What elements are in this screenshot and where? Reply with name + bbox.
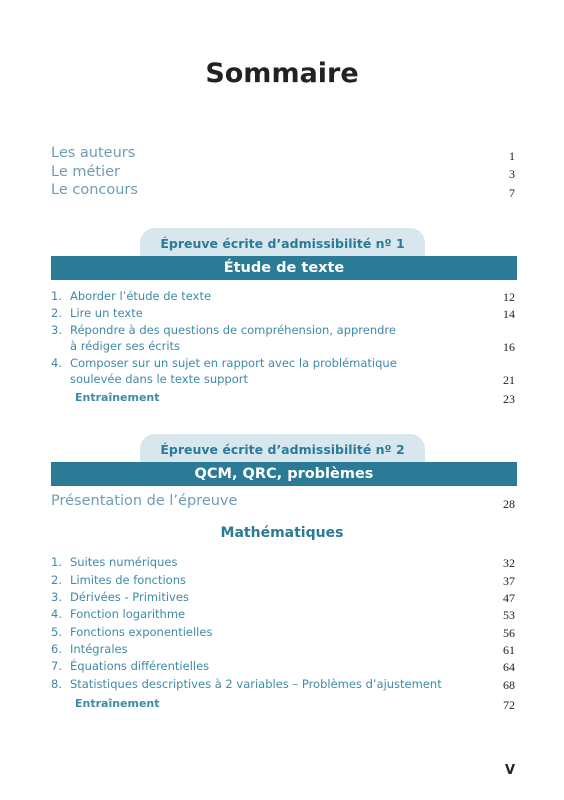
- toc-page-number: 21: [503, 373, 515, 387]
- item-label: Intégrales: [70, 642, 128, 656]
- toc-link-authors[interactable]: Les auteurs: [51, 145, 136, 161]
- item-label: Fonctions exponentielles: [70, 625, 213, 639]
- item-label: Aborder l’étude de texte: [70, 289, 212, 303]
- toc-page-number: 1: [509, 149, 515, 163]
- toc-page-number: 37: [503, 574, 515, 588]
- page-title: Sommaire: [205, 58, 359, 89]
- section-1-band: Étude de texte: [51, 256, 517, 280]
- subsection-heading: Mathématiques: [220, 525, 344, 541]
- toc-page-number: 47: [503, 591, 515, 605]
- item-label: Lire un texte: [70, 306, 143, 320]
- toc-page-number: 7: [509, 186, 515, 200]
- item-number: 1.: [51, 289, 62, 303]
- item-label: Statistiques descriptives à 2 variables – Problèmes d’ajustement: [70, 677, 442, 691]
- item-number: 2.: [51, 573, 62, 587]
- toc-page-number: 61: [503, 643, 515, 657]
- item-number: 1.: [51, 555, 62, 569]
- item-number: 3.: [51, 590, 62, 604]
- item-number: 4.: [51, 607, 62, 621]
- item-label: Limites de fonctions: [70, 573, 186, 587]
- page-folio: V: [504, 763, 515, 778]
- section-2-tab: Épreuve écrite d’admissibilité nº 2: [140, 434, 425, 464]
- item-label: Fonction logarithme: [70, 607, 186, 621]
- item-label: Répondre à des questions de compréhension, apprendre: [70, 323, 396, 337]
- toc-page-number: 68: [503, 678, 515, 692]
- item-number: 8.: [51, 677, 62, 691]
- toc-page-number: 14: [503, 307, 515, 321]
- section-1-tab: Épreuve écrite d’admissibilité nº 1: [140, 228, 425, 258]
- item-label: Dérivées - Primitives: [70, 590, 189, 604]
- item-label: Suites numériques: [70, 555, 178, 569]
- toc-page-number: 3: [509, 167, 515, 181]
- item-number: 7.: [51, 659, 62, 673]
- toc-page-number: 32: [503, 556, 515, 570]
- item-number: 6.: [51, 642, 62, 656]
- item-number: 3.: [51, 323, 62, 337]
- item-label: Équations différentielles: [70, 659, 210, 673]
- toc-page-number: 53: [503, 608, 515, 622]
- item-number: 2.: [51, 306, 62, 320]
- item-label-continued: soulevée dans le texte support: [70, 372, 248, 386]
- toc-page-number: 23: [503, 392, 515, 406]
- toc-page-number: 72: [503, 698, 515, 712]
- toc-page-number: 56: [503, 626, 515, 640]
- training-link[interactable]: Entraînement: [75, 391, 160, 404]
- presentation-link[interactable]: Présentation de l’épreuve: [51, 493, 238, 509]
- toc-page-number: 28: [503, 497, 515, 511]
- section-2-band: QCM, QRC, problèmes: [51, 462, 517, 486]
- item-label-continued: à rédiger ses écrits: [70, 339, 181, 353]
- toc-page-number: 64: [503, 660, 515, 674]
- toc-page-number: 12: [503, 290, 515, 304]
- item-number: 4.: [51, 356, 62, 370]
- toc-link-exam[interactable]: Le concours: [51, 182, 138, 198]
- item-number: 5.: [51, 625, 62, 639]
- training-link[interactable]: Entraînement: [75, 697, 160, 710]
- item-label: Composer sur un sujet en rapport avec la problématique: [70, 356, 397, 370]
- toc-link-job[interactable]: Le métier: [51, 164, 120, 180]
- toc-page-number: 16: [503, 340, 515, 354]
